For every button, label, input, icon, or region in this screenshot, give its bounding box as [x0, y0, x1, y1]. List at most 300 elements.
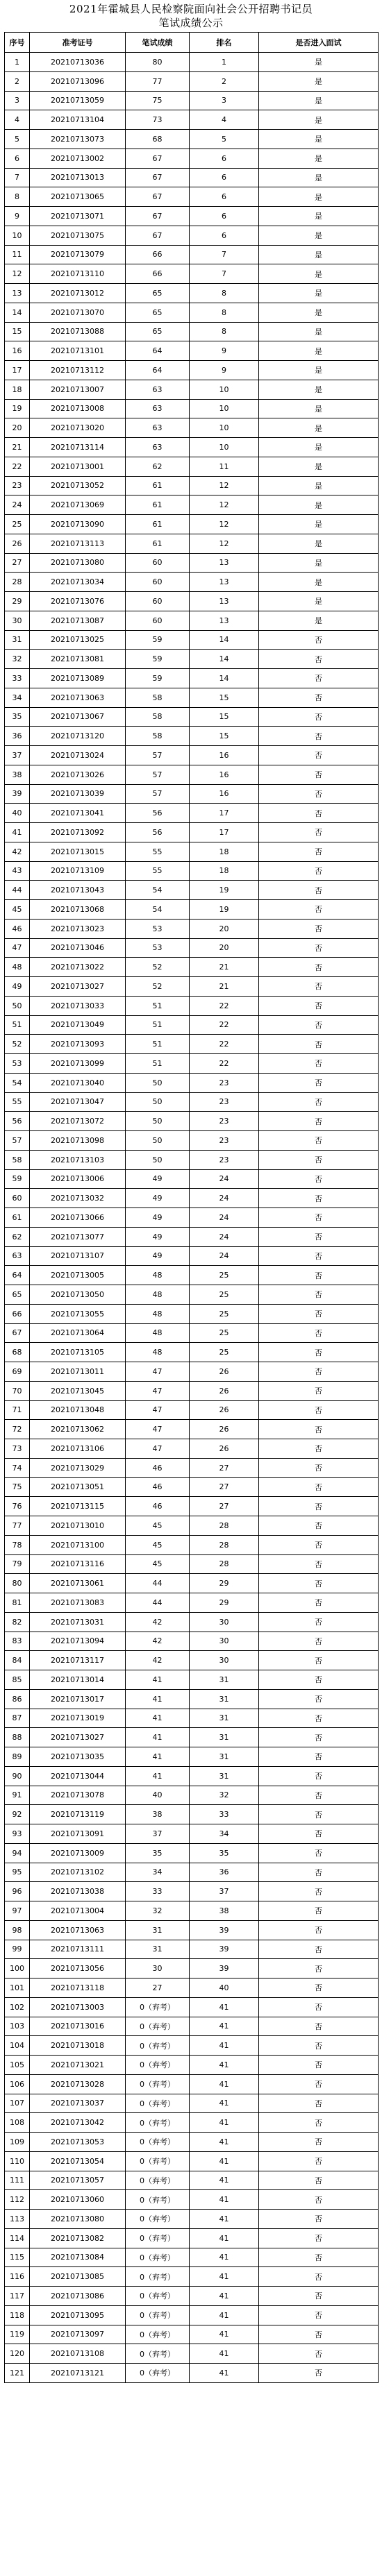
cell-written-score: 41	[126, 1689, 190, 1709]
cell-rank: 10	[190, 438, 259, 457]
cell-written-score: 65	[126, 284, 190, 303]
cell-rank: 16	[190, 765, 259, 784]
cell-written-score: 61	[126, 476, 190, 495]
cell-seq: 91	[5, 1786, 30, 1805]
cell-rank: 25	[190, 1304, 259, 1323]
cell-seq: 24	[5, 495, 30, 515]
table-row	[5, 1169, 379, 1189]
cell-seq: 44	[5, 881, 30, 900]
cell-written-score: 0（弃考）	[126, 2171, 190, 2190]
cell-seq: 88	[5, 1728, 30, 1747]
cell-interview: 否	[259, 707, 379, 727]
title-line-2: 笔试成绩公示	[158, 17, 224, 29]
cell-rank: 25	[190, 1323, 259, 1343]
cell-ticket-number: 20210713104	[30, 110, 126, 130]
table-row	[5, 592, 379, 611]
cell-rank: 14	[190, 650, 259, 669]
cell-interview: 是	[259, 438, 379, 457]
table-row	[5, 1497, 379, 1516]
cell-ticket-number: 20210713029	[30, 1458, 126, 1477]
table-row	[5, 284, 379, 303]
table-row	[5, 303, 379, 322]
table-row	[5, 765, 379, 784]
table-row	[5, 91, 379, 110]
cell-written-score: 31	[126, 1940, 190, 1959]
cell-written-score: 48	[126, 1304, 190, 1323]
header-written-score: 笔试成绩	[126, 33, 190, 53]
table-row	[5, 919, 379, 938]
cell-rank: 16	[190, 746, 259, 765]
cell-rank: 34	[190, 1824, 259, 1844]
cell-rank: 24	[190, 1189, 259, 1208]
cell-ticket-number: 20210713088	[30, 322, 126, 341]
cell-ticket-number: 20210713111	[30, 1940, 126, 1959]
table-row	[5, 495, 379, 515]
cell-ticket-number: 20210713024	[30, 746, 126, 765]
cell-seq: 53	[5, 1054, 30, 1074]
table-row	[5, 727, 379, 746]
cell-interview: 否	[259, 1208, 379, 1228]
table-row	[5, 1901, 379, 1921]
cell-rank: 10	[190, 418, 259, 438]
cell-seq: 87	[5, 1709, 30, 1728]
cell-written-score: 53	[126, 938, 190, 958]
cell-rank: 41	[190, 2190, 259, 2210]
cell-ticket-number: 20210713073	[30, 130, 126, 149]
cell-rank: 6	[190, 149, 259, 168]
cell-interview: 否	[259, 1285, 379, 1305]
cell-rank: 23	[190, 1112, 259, 1131]
cell-ticket-number: 20210713105	[30, 1343, 126, 1362]
cell-interview: 否	[259, 2133, 379, 2152]
table-row	[5, 977, 379, 997]
cell-rank: 8	[190, 284, 259, 303]
cell-ticket-number: 20210713051	[30, 1477, 126, 1497]
cell-rank: 36	[190, 1863, 259, 1882]
cell-rank: 39	[190, 1940, 259, 1959]
cell-seq: 74	[5, 1458, 30, 1477]
cell-ticket-number: 20210713026	[30, 765, 126, 784]
cell-written-score: 64	[126, 341, 190, 361]
cell-seq: 59	[5, 1169, 30, 1189]
cell-rank: 12	[190, 476, 259, 495]
cell-rank: 20	[190, 938, 259, 958]
cell-ticket-number: 20210713016	[30, 2017, 126, 2036]
cell-rank: 37	[190, 1882, 259, 1901]
cell-written-score: 48	[126, 1323, 190, 1343]
table-row	[5, 1651, 379, 1670]
cell-written-score: 57	[126, 746, 190, 765]
cell-interview: 是	[259, 573, 379, 592]
cell-seq: 39	[5, 784, 30, 804]
cell-rank: 22	[190, 996, 259, 1015]
cell-rank: 41	[190, 2133, 259, 2152]
table-row	[5, 1535, 379, 1554]
cell-written-score: 56	[126, 823, 190, 842]
cell-interview: 是	[259, 476, 379, 495]
cell-interview: 否	[259, 1054, 379, 1074]
table-row	[5, 804, 379, 823]
cell-written-score: 34	[126, 1863, 190, 1882]
cell-rank: 41	[190, 1997, 259, 2017]
cell-seq: 108	[5, 2113, 30, 2133]
cell-ticket-number: 20210713103	[30, 1150, 126, 1169]
cell-written-score: 0（弃考）	[126, 2248, 190, 2267]
cell-seq: 77	[5, 1516, 30, 1536]
cell-rank: 33	[190, 1805, 259, 1824]
cell-written-score: 67	[126, 226, 190, 245]
cell-seq: 56	[5, 1112, 30, 1131]
cell-interview: 否	[259, 2056, 379, 2075]
table-row	[5, 1208, 379, 1228]
table-row	[5, 861, 379, 881]
cell-interview: 是	[259, 226, 379, 245]
cell-written-score: 42	[126, 1632, 190, 1651]
cell-rank: 23	[190, 1073, 259, 1092]
cell-rank: 26	[190, 1362, 259, 1382]
cell-ticket-number: 20210713009	[30, 1843, 126, 1863]
table-row	[5, 1920, 379, 1940]
cell-rank: 24	[190, 1208, 259, 1228]
cell-interview: 否	[259, 1632, 379, 1651]
cell-seq: 103	[5, 2017, 30, 2036]
cell-interview: 是	[259, 592, 379, 611]
cell-ticket-number: 20210713042	[30, 2113, 126, 2133]
cell-interview: 否	[259, 1670, 379, 1690]
cell-seq: 68	[5, 1343, 30, 1362]
cell-ticket-number: 20210713059	[30, 91, 126, 110]
table-row	[5, 881, 379, 900]
cell-ticket-number: 20210713078	[30, 1786, 126, 1805]
cell-ticket-number: 20210713091	[30, 1824, 126, 1844]
cell-rank: 9	[190, 341, 259, 361]
cell-interview: 否	[259, 1863, 379, 1882]
cell-rank: 31	[190, 1689, 259, 1709]
cell-written-score: 0（弃考）	[126, 2267, 190, 2287]
cell-ticket-number: 20210713064	[30, 1323, 126, 1343]
table-row	[5, 746, 379, 765]
cell-ticket-number: 20210713025	[30, 630, 126, 650]
table-row	[5, 1054, 379, 1074]
cell-written-score: 44	[126, 1593, 190, 1613]
cell-seq: 79	[5, 1554, 30, 1574]
cell-ticket-number: 20210713045	[30, 1381, 126, 1400]
cell-interview: 否	[259, 2364, 379, 2383]
cell-rank: 14	[190, 669, 259, 688]
cell-seq: 46	[5, 919, 30, 938]
table-row	[5, 1709, 379, 1728]
cell-interview: 否	[259, 1978, 379, 1998]
cell-written-score: 63	[126, 418, 190, 438]
cell-written-score: 64	[126, 361, 190, 380]
cell-interview: 否	[259, 669, 379, 688]
cell-rank: 12	[190, 534, 259, 553]
cell-ticket-number: 20210713107	[30, 1246, 126, 1266]
cell-written-score: 46	[126, 1458, 190, 1477]
cell-written-score: 52	[126, 977, 190, 997]
table-row	[5, 1015, 379, 1035]
table-row	[5, 130, 379, 149]
cell-interview: 否	[259, 958, 379, 977]
cell-ticket-number: 20210713090	[30, 515, 126, 534]
cell-interview: 是	[259, 130, 379, 149]
cell-interview: 否	[259, 1362, 379, 1382]
cell-rank: 24	[190, 1227, 259, 1246]
cell-written-score: 57	[126, 784, 190, 804]
cell-seq: 40	[5, 804, 30, 823]
cell-ticket-number: 20210713055	[30, 1304, 126, 1323]
cell-seq: 97	[5, 1901, 30, 1921]
cell-written-score: 51	[126, 1054, 190, 1074]
cell-rank: 21	[190, 977, 259, 997]
cell-interview: 否	[259, 1092, 379, 1112]
cell-interview: 否	[259, 2325, 379, 2344]
cell-rank: 38	[190, 1901, 259, 1921]
cell-rank: 17	[190, 823, 259, 842]
cell-interview: 否	[259, 1112, 379, 1131]
cell-rank: 11	[190, 457, 259, 476]
cell-ticket-number: 20210713014	[30, 1670, 126, 1690]
cell-rank: 13	[190, 573, 259, 592]
cell-rank: 16	[190, 784, 259, 804]
cell-ticket-number: 20210713099	[30, 1054, 126, 1074]
cell-seq: 22	[5, 457, 30, 476]
table-row	[5, 2171, 379, 2190]
cell-written-score: 49	[126, 1169, 190, 1189]
cell-written-score: 49	[126, 1189, 190, 1208]
table-row	[5, 418, 379, 438]
cell-interview: 否	[259, 1535, 379, 1554]
cell-interview: 否	[259, 1400, 379, 1420]
cell-written-score: 73	[126, 110, 190, 130]
table-row	[5, 1400, 379, 1420]
cell-ticket-number: 20210713072	[30, 1112, 126, 1131]
cell-rank: 26	[190, 1381, 259, 1400]
cell-interview: 是	[259, 264, 379, 284]
cell-rank: 20	[190, 919, 259, 938]
cell-rank: 19	[190, 900, 259, 920]
cell-ticket-number: 20210713008	[30, 399, 126, 418]
cell-seq: 23	[5, 476, 30, 495]
table-row	[5, 457, 379, 476]
table-row	[5, 1516, 379, 1536]
table-row	[5, 264, 379, 284]
cell-interview: 否	[259, 919, 379, 938]
cell-seq: 106	[5, 2074, 30, 2094]
cell-interview: 否	[259, 1246, 379, 1266]
cell-written-score: 47	[126, 1381, 190, 1400]
cell-seq: 57	[5, 1131, 30, 1151]
cell-seq: 47	[5, 938, 30, 958]
cell-rank: 9	[190, 361, 259, 380]
cell-ticket-number: 20210713037	[30, 2094, 126, 2113]
cell-ticket-number: 20210713076	[30, 592, 126, 611]
cell-written-score: 61	[126, 534, 190, 553]
cell-interview: 否	[259, 900, 379, 920]
cell-interview: 否	[259, 1574, 379, 1593]
cell-interview: 是	[259, 207, 379, 226]
cell-written-score: 49	[126, 1227, 190, 1246]
cell-rank: 6	[190, 226, 259, 245]
cell-written-score: 0（弃考）	[126, 2074, 190, 2094]
cell-interview: 否	[259, 1882, 379, 1901]
cell-ticket-number: 20210713071	[30, 207, 126, 226]
cell-ticket-number: 20210713081	[30, 650, 126, 669]
cell-interview: 否	[259, 881, 379, 900]
cell-rank: 25	[190, 1343, 259, 1362]
cell-ticket-number: 20210713063	[30, 688, 126, 707]
cell-ticket-number: 20210713116	[30, 1554, 126, 1574]
cell-interview: 否	[259, 1824, 379, 1844]
cell-rank: 14	[190, 630, 259, 650]
cell-ticket-number: 20210713060	[30, 2190, 126, 2210]
cell-rank: 2	[190, 71, 259, 91]
cell-ticket-number: 20210713017	[30, 1689, 126, 1709]
cell-written-score: 58	[126, 688, 190, 707]
cell-written-score: 67	[126, 187, 190, 207]
cell-interview: 是	[259, 534, 379, 553]
cell-ticket-number: 20210713082	[30, 2228, 126, 2248]
cell-ticket-number: 20210713041	[30, 804, 126, 823]
cell-rank: 30	[190, 1651, 259, 1670]
cell-written-score: 27	[126, 1978, 190, 1998]
cell-rank: 24	[190, 1246, 259, 1266]
cell-rank: 13	[190, 611, 259, 630]
cell-ticket-number: 20210713032	[30, 1189, 126, 1208]
cell-interview: 否	[259, 842, 379, 861]
cell-interview: 否	[259, 1959, 379, 1978]
cell-ticket-number: 20210713031	[30, 1612, 126, 1632]
table-row	[5, 2325, 379, 2344]
cell-rank: 41	[190, 2017, 259, 2036]
cell-written-score: 42	[126, 1612, 190, 1632]
cell-seq: 82	[5, 1612, 30, 1632]
cell-seq: 20	[5, 418, 30, 438]
table-row	[5, 1786, 379, 1805]
cell-ticket-number: 20210713006	[30, 1169, 126, 1189]
cell-interview: 否	[259, 2074, 379, 2094]
table-row	[5, 1092, 379, 1112]
table-row	[5, 669, 379, 688]
cell-ticket-number: 20210713002	[30, 149, 126, 168]
cell-interview: 否	[259, 2151, 379, 2171]
cell-ticket-number: 20210713040	[30, 1073, 126, 1092]
table-row	[5, 149, 379, 168]
cell-interview: 否	[259, 1920, 379, 1940]
cell-rank: 18	[190, 842, 259, 861]
table-row	[5, 842, 379, 861]
cell-written-score: 41	[126, 1747, 190, 1767]
cell-rank: 7	[190, 264, 259, 284]
table-row	[5, 1439, 379, 1459]
table-row	[5, 1381, 379, 1400]
table-row	[5, 226, 379, 245]
cell-seq: 96	[5, 1882, 30, 1901]
cell-rank: 31	[190, 1747, 259, 1767]
table-row	[5, 1574, 379, 1593]
cell-written-score: 52	[126, 958, 190, 977]
cell-seq: 89	[5, 1747, 30, 1767]
cell-ticket-number: 20210713117	[30, 1651, 126, 1670]
cell-ticket-number: 20210713063	[30, 1920, 126, 1940]
cell-seq: 27	[5, 553, 30, 573]
table-row	[5, 958, 379, 977]
cell-ticket-number: 20210713034	[30, 573, 126, 592]
cell-interview: 否	[259, 1497, 379, 1516]
cell-written-score: 41	[126, 1766, 190, 1786]
cell-interview: 是	[259, 361, 379, 380]
table-row	[5, 341, 379, 361]
cell-seq: 119	[5, 2325, 30, 2344]
cell-rank: 17	[190, 804, 259, 823]
cell-ticket-number: 20210713118	[30, 1978, 126, 1998]
cell-interview: 否	[259, 2017, 379, 2036]
cell-seq: 14	[5, 303, 30, 322]
cell-written-score: 67	[126, 149, 190, 168]
cell-written-score: 0（弃考）	[126, 2151, 190, 2171]
cell-rank: 15	[190, 707, 259, 727]
cell-ticket-number: 20210713070	[30, 303, 126, 322]
cell-rank: 41	[190, 2305, 259, 2325]
cell-interview: 是	[259, 341, 379, 361]
cell-seq: 107	[5, 2094, 30, 2113]
cell-interview: 否	[259, 765, 379, 784]
cell-interview: 是	[259, 149, 379, 168]
cell-ticket-number: 20210713109	[30, 861, 126, 881]
cell-rank: 12	[190, 495, 259, 515]
cell-interview: 是	[259, 168, 379, 187]
cell-ticket-number: 20210713012	[30, 284, 126, 303]
cell-ticket-number: 20210713089	[30, 669, 126, 688]
cell-ticket-number: 20210713046	[30, 938, 126, 958]
table-row	[5, 1747, 379, 1767]
table-row	[5, 207, 379, 226]
cell-interview: 否	[259, 1381, 379, 1400]
cell-rank: 19	[190, 881, 259, 900]
table-header-row	[5, 33, 379, 53]
cell-interview: 否	[259, 1805, 379, 1824]
cell-interview: 否	[259, 688, 379, 707]
cell-written-score: 32	[126, 1901, 190, 1921]
cell-rank: 35	[190, 1843, 259, 1863]
cell-seq: 9	[5, 207, 30, 226]
cell-rank: 25	[190, 1285, 259, 1305]
cell-ticket-number: 20210713018	[30, 2036, 126, 2056]
cell-interview: 否	[259, 1477, 379, 1497]
cell-interview: 否	[259, 1747, 379, 1767]
cell-written-score: 50	[126, 1131, 190, 1151]
cell-ticket-number: 20210713094	[30, 1632, 126, 1651]
cell-interview: 是	[259, 71, 379, 91]
cell-ticket-number: 20210713075	[30, 226, 126, 245]
cell-rank: 41	[190, 2171, 259, 2190]
table-row	[5, 1073, 379, 1092]
cell-seq: 101	[5, 1978, 30, 1998]
cell-written-score: 61	[126, 495, 190, 515]
table-row	[5, 361, 379, 380]
cell-ticket-number: 20210713010	[30, 1516, 126, 1536]
cell-interview: 否	[259, 804, 379, 823]
table-row	[5, 476, 379, 495]
table-row	[5, 784, 379, 804]
cell-ticket-number: 20210713077	[30, 1227, 126, 1246]
table-row	[5, 1843, 379, 1863]
table-row	[5, 322, 379, 341]
cell-seq: 8	[5, 187, 30, 207]
cell-seq: 71	[5, 1400, 30, 1420]
cell-rank: 8	[190, 322, 259, 341]
table-row	[5, 1670, 379, 1690]
